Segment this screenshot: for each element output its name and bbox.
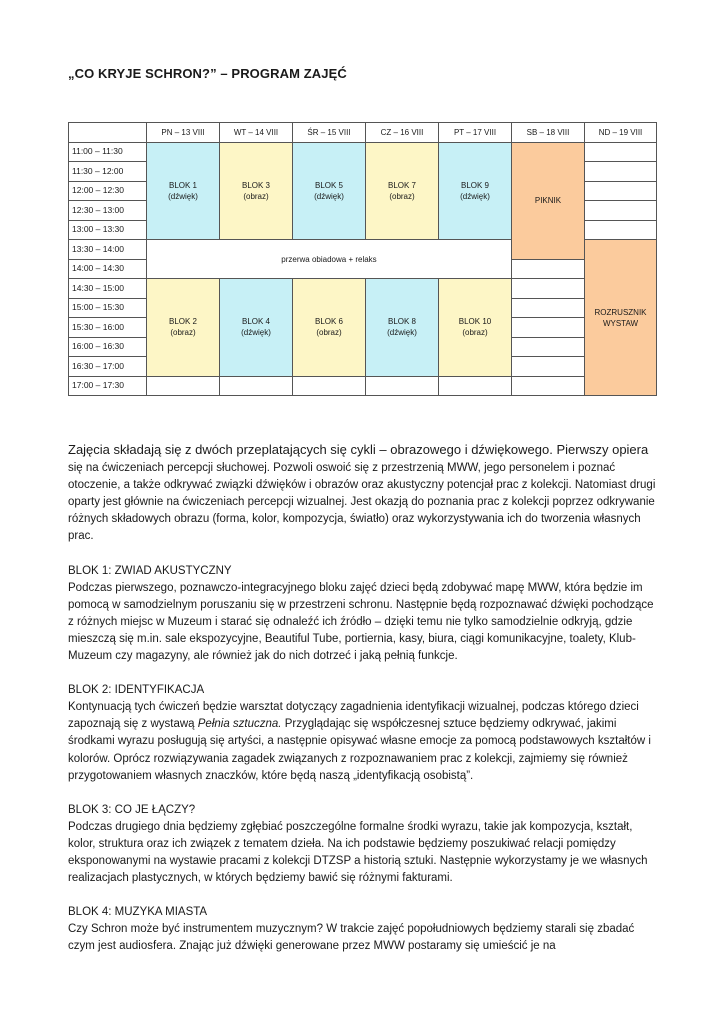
section-text-part: Przyglądając się współczesnej sztuce będziemy odkrywać, jakimi środkami wyrazu posługują się artyści, a następnie opisywać własne emocje za pomocą podstawowych kształtów i kolorów. Oprócz rozwiązywania zagadek związanych z rozpoznawaniem prac z kolekcji, zajmiemy się również przygotowaniem własnych znaczków, które będą naszą „identyfikacją osobistą”.	[68, 718, 651, 782]
day-header: WT – 14 VIII	[220, 123, 293, 143]
exhibition-title: Pełnia sztuczna.	[197, 718, 282, 731]
time-slot: 11:30 – 12:00	[69, 162, 147, 182]
time-slot: 14:00 – 14:30	[69, 259, 147, 279]
empty-cell	[512, 298, 585, 318]
section-text: Czy Schron może być instrumentem muzycznym? W trakcie zajęć popołudniowych będziemy starali się zbadać czym jest audiosfera. Znając już dźwięki generowane przez MWW postaramy się umieścić je na	[68, 923, 635, 953]
empty-cell	[585, 220, 657, 240]
exhibition-starter-cell: ROZRUSZNIK WYSTAW	[585, 240, 657, 396]
section-heading: BLOK 3: CO JE ŁĄCZY?	[68, 803, 196, 816]
empty-cell	[512, 259, 585, 279]
section-heading: BLOK 2: IDENTYFIKACJA	[68, 684, 205, 697]
block-5-cell: BLOK 5 (dźwięk)	[293, 142, 366, 240]
section-text: Podczas drugiego dnia będziemy zgłębiać poszczególne formalne środki wyrazu, takie jak kompozycja, kształt, kolor, struktura oraz ich związek z tematem dzieła. Na ich podstawie będziemy poszukiwać relacji pomiędzy eksponowanymi na wystawie pracami z kolekcji DTZSP a historią sztuki. Następnie wykorzystamy je we własnych realizacjach plastycznych, w których będziemy bawić się różnymi fakturami.	[68, 820, 648, 885]
block-6-cell: BLOK 6 (obraz)	[293, 279, 366, 377]
time-slot: 12:30 – 13:00	[69, 201, 147, 221]
corner-cell	[69, 123, 147, 143]
time-slot: 13:00 – 13:30	[69, 220, 147, 240]
program-description	[68, 441, 658, 955]
block-3-cell: BLOK 3 (obraz)	[220, 142, 293, 240]
day-header: ŚR – 15 VIII	[293, 123, 366, 143]
section-heading: BLOK 1: ZWIAD AKUSTYCZNY	[68, 564, 232, 577]
intro-rest: się na ćwiczeniach percepcji słuchowej. Pozwoli oswoić się z przestrzenią MWW, jego personelem i poznać otoczenie, a także odkrywać związki dźwięków i obrazów oraz akustyczny potencjał prac z kolekcji. Natomiast drugi oparty jest głównie na ćwiczeniach percepcji wizualnej. Jest okazją do poznania prac z kolekcji poprzez odkrywanie różnych składowych obrazu (forma, kolor, kompozycja, światło) oraz wykorzystywania ich do tworzenia własnych prac.	[68, 462, 656, 543]
section-text	[68, 699, 658, 784]
time-slot: 16:00 – 16:30	[69, 337, 147, 357]
time-slot: 15:30 – 16:00	[69, 318, 147, 338]
day-header: PT – 17 VIII	[439, 123, 512, 143]
section-heading: BLOK 4: MUZYKA MIASTA	[68, 906, 208, 919]
block-4-cell: BLOK 4 (dźwięk)	[220, 279, 293, 377]
empty-cell	[585, 142, 657, 162]
time-slot: 17:00 – 17:30	[69, 376, 147, 396]
time-slot: 12:00 – 12:30	[69, 181, 147, 201]
day-header: ND – 19 VIII	[585, 123, 657, 143]
block-9-cell: BLOK 9 (dźwięk)	[439, 142, 512, 240]
time-slot: 11:00 – 11:30	[69, 142, 147, 162]
empty-cell	[512, 357, 585, 377]
picnic-cell: PIKNIK	[512, 142, 585, 259]
empty-cell	[585, 162, 657, 182]
empty-cell	[585, 181, 657, 201]
intro-paragraph	[68, 441, 658, 546]
empty-cell	[512, 337, 585, 357]
day-header: PN – 13 VIII	[147, 123, 220, 143]
block-2-cell: BLOK 2 (obraz)	[147, 279, 220, 377]
time-slot: 15:00 – 15:30	[69, 298, 147, 318]
time-slot: 16:30 – 17:00	[69, 357, 147, 377]
empty-cell	[512, 318, 585, 338]
time-slot: 14:30 – 15:00	[69, 279, 147, 299]
schedule-table	[68, 122, 657, 396]
block-10-cell: BLOK 10 (obraz)	[439, 279, 512, 377]
empty-cell	[147, 376, 220, 396]
empty-cell	[293, 376, 366, 396]
block-8-cell: BLOK 8 (dźwięk)	[366, 279, 439, 377]
empty-cell	[585, 201, 657, 221]
block-7-cell: BLOK 7 (obraz)	[366, 142, 439, 240]
intro-first-line: Zajęcia składają się z dwóch przeplatających się cykli – obrazowego i dźwiękowego. Pierwszy opiera	[68, 442, 649, 457]
block-1-cell: BLOK 1 (dźwięk)	[147, 142, 220, 240]
section-text: Podczas pierwszego, poznawczo-integracyjnego bloku zajęć dzieci będą zdobywać mapę MWW, która będzie im pomocą w samodzielnym poruszaniu się w przestrzeni schronu. Następnie będą rozpoznawać dźwięki pochodzące z różnych miejsc w Muzeum i starać się odnaleźć ich źródło – dzięki temu nie tylko samodzielnie odkryją, gdzie mieszczą się m.in. sale ekspozycyjne, Beautiful Tube, portiernia, kasy, biura, ciągi komunikacyjne, toalety, Klub-Muzeum czy magazyny, ale również jak do nich dotrzeć i jaką pełnią funkcje.	[68, 581, 654, 663]
day-header: CZ – 16 VIII	[366, 123, 439, 143]
time-slot: 13:30 – 14:00	[69, 240, 147, 260]
empty-cell	[220, 376, 293, 396]
header-row	[69, 123, 657, 143]
empty-cell	[439, 376, 512, 396]
section-text-part: Kontynuacją tych ćwiczeń będzie warsztat dotyczący zagadnienia identyfikacji wizualnej, podczas którego dzieci zapoznają się z wystawą	[68, 701, 639, 731]
day-header: SB – 18 VIII	[512, 123, 585, 143]
empty-cell	[366, 376, 439, 396]
lunch-break-cell: przerwa obiadowa + relaks	[147, 240, 512, 279]
page-title: „CO KRYJE SCHRON?” – PROGRAM ZAJĘĆ	[68, 66, 347, 81]
empty-cell	[512, 376, 585, 396]
empty-cell	[512, 279, 585, 299]
